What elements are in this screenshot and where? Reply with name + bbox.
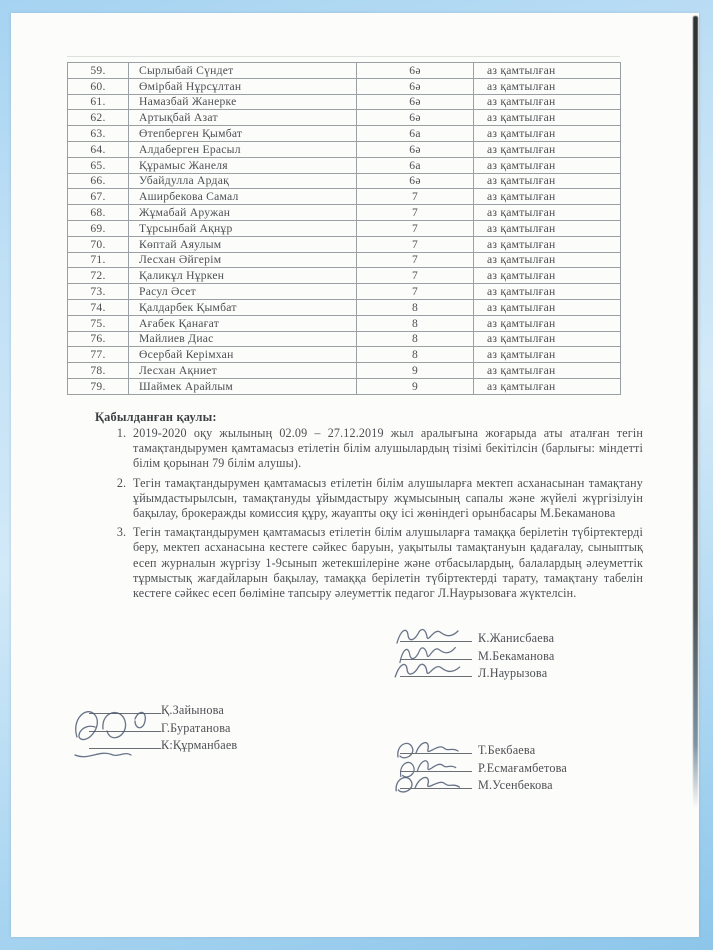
student-name: Артықбай Азат: [129, 110, 357, 126]
student-status: аз қамтылған: [474, 378, 621, 394]
handwritten-signature-icon: [392, 771, 466, 800]
resolution-items: [110, 426, 643, 605]
handwritten-signature-icon: [69, 699, 161, 763]
table-row: [68, 141, 621, 157]
student-name: Өсербай Керімхан: [129, 347, 357, 363]
table-row: [68, 110, 621, 126]
student-status: аз қамтылған: [474, 299, 621, 315]
student-name: Аширбекова Самал: [129, 189, 357, 205]
student-grade: 8: [357, 331, 474, 347]
student-name: Сырлыбай Сүндет: [129, 63, 357, 79]
student-status: аз қамтылған: [474, 110, 621, 126]
student-name: Тұрсынбай Ақнұр: [129, 220, 357, 236]
handwritten-signature-icon: [392, 659, 466, 686]
student-name: Алдаберген Ерасыл: [129, 141, 357, 157]
table-row: [68, 252, 621, 268]
student-grade: 6ә: [357, 173, 474, 189]
table-row: [68, 236, 621, 252]
resolution-item-text: 2019-2020 оқу жылының 02.09 – 27.12.2019 жыл аралығына жоғарыда аты аталған тегін тамақтандырумен қамтамасыз етілетін білім алушылардың тізімі бекітілсін (барлығы: міндетті білім қорынан 79 білім алушы).: [133, 426, 643, 471]
student-grade: 9: [357, 378, 474, 394]
student-status: аз қамтылған: [474, 205, 621, 221]
student-grade: 7: [357, 268, 474, 284]
resolution-item-number: 1.: [116, 426, 126, 440]
resolution-item: [110, 525, 643, 601]
student-name: Көптай Аяулым: [129, 236, 357, 252]
student-status: аз қамтылған: [474, 284, 621, 300]
student-name: Жұмабай Аружан: [129, 205, 357, 221]
student-status: аз қамтылған: [474, 220, 621, 236]
row-number: 65.: [68, 157, 129, 173]
table-row: [68, 189, 621, 205]
student-grade: 7: [357, 284, 474, 300]
row-number: 64.: [68, 141, 129, 157]
student-status: аз қамтылған: [474, 315, 621, 331]
student-name: Қаликұл Нұркен: [129, 268, 357, 284]
row-number: 70.: [68, 236, 129, 252]
row-number: 69.: [68, 220, 129, 236]
student-grade: 8: [357, 299, 474, 315]
student-grade: 9: [357, 363, 474, 379]
student-grade: 6а: [357, 126, 474, 142]
table-row: [68, 378, 621, 394]
table-row: [68, 284, 621, 300]
row-number: 79.: [68, 378, 129, 394]
student-status: аз қамтылған: [474, 126, 621, 142]
student-status: аз қамтылған: [474, 363, 621, 379]
scan-shadow-edge: [693, 16, 698, 808]
student-name: Лесхан Әйгерім: [129, 252, 357, 268]
row-number: 68.: [68, 205, 129, 221]
row-number: 73.: [68, 284, 129, 300]
student-name: Шаймек Арайлым: [129, 378, 357, 394]
table-row: [68, 347, 621, 363]
student-name: Құрамыс Жанеля: [129, 157, 357, 173]
signatory-name: М.Усенбекова: [478, 778, 553, 793]
resolution-item: [110, 426, 643, 472]
student-grade: 7: [357, 205, 474, 221]
student-grade: 6ә: [357, 110, 474, 126]
table-row: [68, 126, 621, 142]
signatory-name: М.Бекаманова: [478, 648, 555, 663]
student-name: Майлиев Диас: [129, 331, 357, 347]
table-row: [68, 268, 621, 284]
student-name: Өмірбай Нұрсұлтан: [129, 78, 357, 94]
signatory-name: Р.Есмағамбетова: [478, 760, 568, 775]
row-number: 66.: [68, 173, 129, 189]
resolution-item-text: Тегін тамақтандырумен қамтамасыз етілетін білім алушыларға тамаққа берілетін түбіртектерді беру, мектеп асханасына кестеге сәйкес баруын, уақытылы тамақтануын қадағалау, сыныптық есеп журналын жүргізу 1-9сынып жетекшілеріне және отбасылардың, балалардың әлеуметтік тұрмыстық жағдайларын бақылау, тамаққа берілетін түбіртектерді тарату, тамақтану табелін кестеге сәйкес есеп бөліміне тапсыру әлеуметтік педагог Л.Наурызоваға жүктелсін.: [133, 525, 643, 601]
signatory-name: К.Жанисбаева: [478, 631, 555, 645]
student-name: Ағабек Қанағат: [129, 315, 357, 331]
scan-artifact-line: [67, 56, 620, 57]
resolution-item-number: 2.: [116, 475, 126, 490]
student-grade: 6ә: [357, 63, 474, 79]
student-name: Намазбай Жанерке: [129, 94, 357, 110]
student-status: аз қамтылған: [474, 94, 621, 110]
student-name: Қалдарбек Қымбат: [129, 299, 357, 315]
student-name: Өтепберген Қымбат: [129, 126, 357, 142]
signatory-name: Т.Бекбаева: [478, 743, 536, 757]
student-name: Расул Әсет: [129, 284, 357, 300]
row-number: 62.: [68, 110, 129, 126]
signatory-name: Г.Буратанова: [161, 720, 231, 735]
table-row: [68, 363, 621, 379]
table-row: [68, 78, 621, 94]
row-number: 75.: [68, 315, 129, 331]
student-status: аз қамтылған: [474, 268, 621, 284]
row-number: 72.: [68, 268, 129, 284]
table-row: [68, 94, 621, 110]
signature-line: [400, 788, 472, 789]
student-status: аз қамтылған: [474, 252, 621, 268]
student-grade: 6ә: [357, 141, 474, 157]
table-row: [68, 63, 621, 79]
student-name: Убайдулла Ардақ: [129, 173, 357, 189]
row-number: 76.: [68, 331, 129, 347]
document-page: [11, 13, 699, 937]
row-number: 71.: [68, 252, 129, 268]
student-grade: 8: [357, 347, 474, 363]
student-status: аз қамтылған: [474, 347, 621, 363]
signature-line: [400, 676, 472, 677]
student-name: Лесхан Ақниет: [129, 363, 357, 379]
resolution-item-number: 3.: [116, 525, 126, 540]
signatory-name: К:Құрманбаев: [161, 738, 238, 753]
row-number: 60.: [68, 78, 129, 94]
student-status: аз қамтылған: [474, 236, 621, 252]
student-grade: 7: [357, 236, 474, 252]
student-status: аз қамтылған: [474, 173, 621, 189]
table-row: [68, 331, 621, 347]
table-row: [68, 315, 621, 331]
signatory-name: Қ.Зайынова: [161, 703, 225, 717]
row-number: 61.: [68, 94, 129, 110]
row-number: 63.: [68, 126, 129, 142]
student-grade: 7: [357, 220, 474, 236]
student-status: аз қамтылған: [474, 141, 621, 157]
row-number: 78.: [68, 363, 129, 379]
table-row: [68, 205, 621, 221]
row-number: 74.: [68, 299, 129, 315]
student-status: аз қамтылған: [474, 189, 621, 205]
table-row: [68, 173, 621, 189]
signatory-name: Л.Наурызова: [478, 666, 548, 681]
student-grade: 7: [357, 252, 474, 268]
table-row: [68, 157, 621, 173]
student-grade: 6ә: [357, 94, 474, 110]
row-number: 59.: [68, 63, 129, 79]
students-table: [67, 62, 621, 395]
student-grade: 6а: [357, 157, 474, 173]
student-grade: 7: [357, 189, 474, 205]
row-number: 77.: [68, 347, 129, 363]
resolution-item: [110, 476, 643, 522]
row-number: 67.: [68, 189, 129, 205]
resolution-heading: Қабылданған қаулы:: [95, 410, 217, 424]
student-grade: 8: [357, 315, 474, 331]
student-status: аз қамтылған: [474, 63, 621, 79]
student-status: аз қамтылған: [474, 157, 621, 173]
student-grade: 6ә: [357, 78, 474, 94]
table-row: [68, 299, 621, 315]
student-status: аз қамтылған: [474, 331, 621, 347]
table-row: [68, 220, 621, 236]
resolution-item-text: Тегін тамақтандырумен қамтамасыз етілетін білім алушыларға мектеп асханасынан тамақтану ұйымдастырылсын, тамақтануды ұйымдастыру жұмысының сапалы және жүйелі жүргізілуін бақылау, брокеражды комиссия құру, жауапты оқу ісі жөніндегі орынбасары М.Бекаманова: [133, 475, 643, 521]
student-status: аз қамтылған: [474, 78, 621, 94]
